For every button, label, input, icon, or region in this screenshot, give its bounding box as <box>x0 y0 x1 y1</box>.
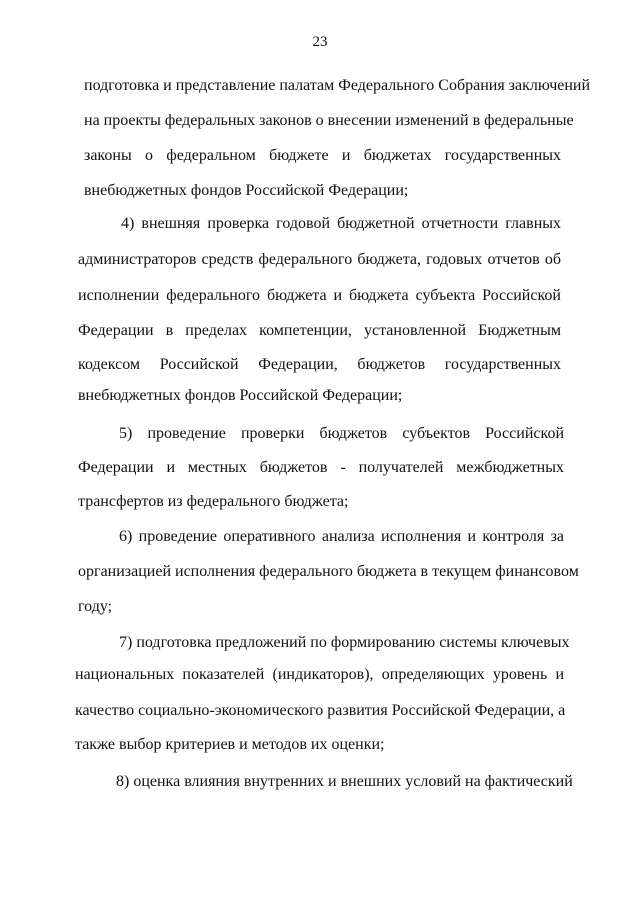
text-line: 8) оценка влияния внутренних и внешних условий на фактический <box>116 773 573 790</box>
text-line: администраторов средств федерального бюджета, годовых отчетов об <box>78 251 561 268</box>
text-line: подготовка и представление палатам Федерального Собрания заключений <box>84 77 591 94</box>
text-line: внебюджетных фондов Российской Федерации; <box>78 387 403 404</box>
text-line: Федерации в пределах компетенции, установленной Бюджетным <box>78 322 561 339</box>
text-line: 6) проведение оперативного анализа исполнения и контроля за <box>119 528 564 545</box>
text-line: 7) подготовка предложений по формированию системы ключевых <box>119 634 570 651</box>
text-line: также выбор критериев и методов их оценки; <box>75 736 385 753</box>
text-line: Федерации и местных бюджетов - получателей межбюджетных <box>78 459 564 476</box>
text-line: внебюджетных фондов Российской Федерации; <box>84 182 409 199</box>
text-line: 4) внешняя проверка годовой бюджетной отчетности главных <box>121 215 561 232</box>
page-number: 23 <box>312 34 328 50</box>
text-line: национальных показателей (индикаторов), определяющих уровень и <box>75 666 564 683</box>
text-line: качество социально-экономического развития Российской Федерации, а <box>75 702 566 719</box>
text-line: исполнении федерального бюджета и бюджета субъекта Российской <box>78 287 561 304</box>
text-line: законы о федеральном бюджете и бюджетах государственных <box>84 147 561 164</box>
text-line: трансфертов из федерального бюджета; <box>78 493 349 510</box>
text-line: году; <box>78 598 113 615</box>
text-line: кодексом Российской Федерации, бюджетов государственных <box>78 356 561 373</box>
text-line: 5) проведение проверки бюджетов субъектов Российской <box>119 425 564 442</box>
text-line: организацией исполнения федерального бюджета в текущем финансовом <box>78 563 579 580</box>
text-line: на проекты федеральных законов о внесении изменений в федеральные <box>84 112 574 129</box>
